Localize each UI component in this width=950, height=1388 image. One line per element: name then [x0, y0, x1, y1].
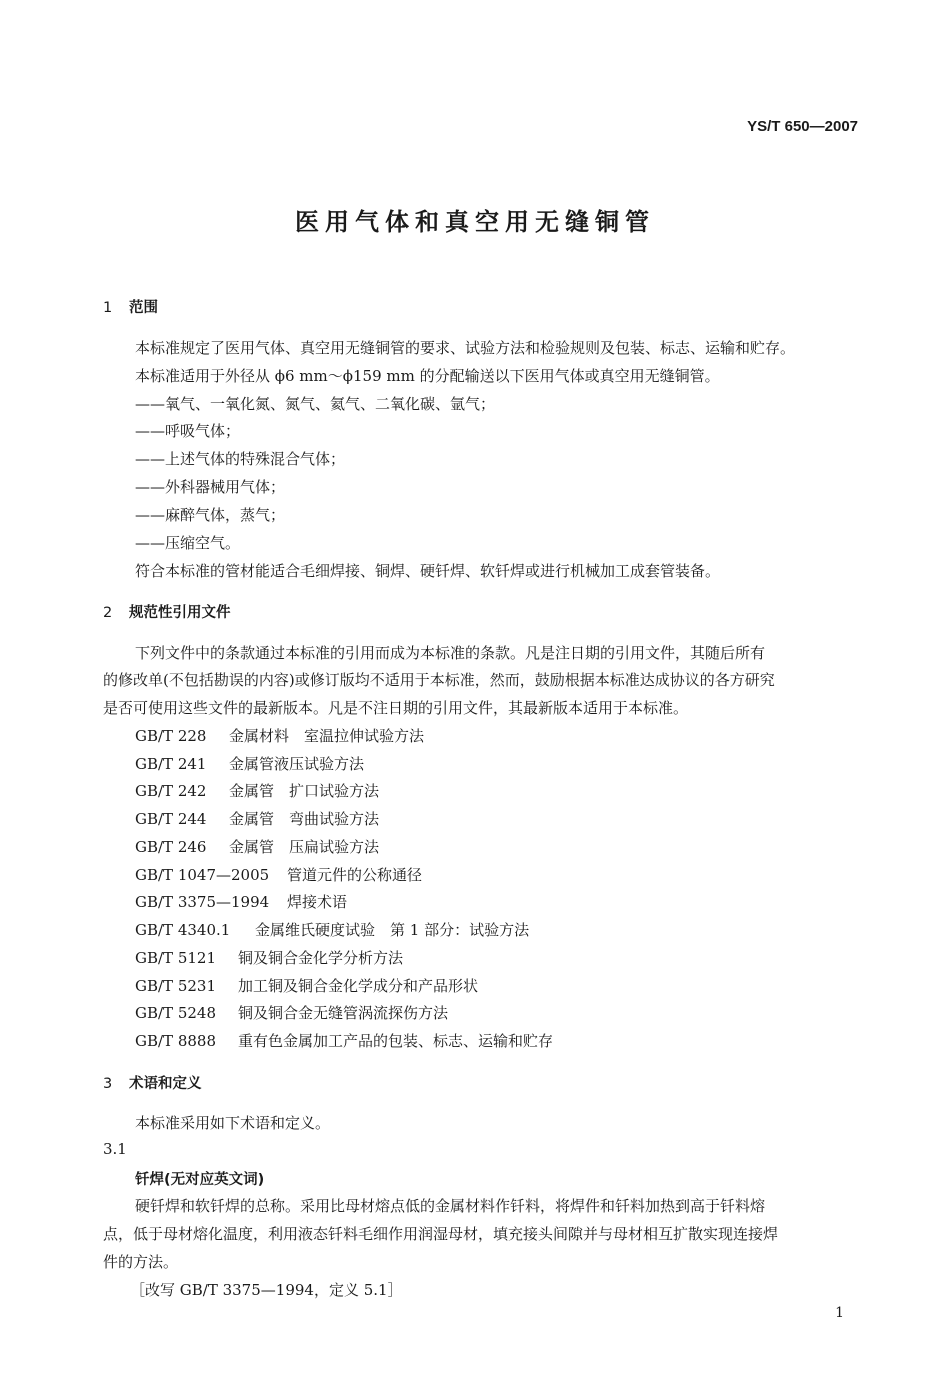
- list-item: ——呼吸气体；: [135, 422, 241, 440]
- section-number: 1: [103, 300, 113, 316]
- definition-line: 硬钎焊和软钎焊的总称。采用比母材熔点低的金属材料作钎料，将焊件和钎料加热到高于钎料熔: [135, 1197, 766, 1215]
- definition-line: 点，低于母材熔化温度，利用液态钎料毛细作用润湿母材，填充接头间隙并与母材相互扩散实现连接焊: [103, 1225, 779, 1243]
- section-number: 3: [103, 1076, 113, 1092]
- reference-title: 加工铜及铜合金化学成分和产品形状: [238, 977, 479, 995]
- definition-note: ［改写 GB/T 3375—1994，定义 5.1］: [130, 1281, 403, 1299]
- paragraph: 本标准采用如下术语和定义。: [135, 1114, 331, 1132]
- section-title: 规范性引用文件: [129, 605, 231, 621]
- reference-code: GB/T 8888: [135, 1032, 217, 1050]
- reference-item: [135, 975, 478, 996]
- reference-item: [135, 1030, 553, 1051]
- section-title: 术语和定义: [129, 1076, 202, 1092]
- reference-item: [135, 947, 403, 968]
- section-3-heading: [103, 1072, 202, 1093]
- section-title: 范围: [129, 300, 158, 316]
- reference-item: [135, 864, 422, 885]
- term-title: 钎焊(无对应英文词): [135, 1172, 265, 1188]
- reference-item: [135, 1002, 448, 1023]
- document-title: 医用气体和真空用无缝铜管: [295, 208, 655, 236]
- reference-code: GB/T 3375—1994: [135, 893, 270, 911]
- reference-item: [135, 753, 364, 774]
- reference-title: 金属管 扩口试验方法: [229, 782, 380, 800]
- paragraph: 符合本标准的管材能适合毛细焊接、铜焊、硬钎焊、软钎焊或进行机械加工成套管装备。: [135, 562, 721, 580]
- standard-code: YS/T 650—2007: [747, 118, 858, 135]
- reference-item: [135, 891, 347, 912]
- list-item: ——压缩空气。: [135, 534, 241, 552]
- section-2-heading: [103, 601, 231, 622]
- reference-item: [135, 725, 424, 746]
- paragraph-line: 下列文件中的条款通过本标准的引用而成为本标准的条款。凡是注日期的引用文件，其随后所有: [135, 644, 766, 662]
- reference-title: 金属管 弯曲试验方法: [229, 810, 380, 828]
- section-number: 2: [103, 605, 113, 621]
- list-item: ——上述气体的特殊混合气体；: [135, 450, 346, 468]
- reference-title: 金属维氏硬度试验 第 1 部分：试验方法: [255, 921, 530, 939]
- reference-code: GB/T 5248: [135, 1004, 217, 1022]
- paragraph: 本标准适用于外径从 ϕ6 mm～ϕ159 mm 的分配输送以下医用气体或真空用无缝铜管。: [135, 367, 720, 385]
- paragraph: 本标准规定了医用气体、真空用无缝铜管的要求、试验方法和检验规则及包装、标志、运输和贮存。: [135, 339, 796, 357]
- reference-item: [135, 919, 529, 940]
- reference-code: GB/T 5121: [135, 949, 217, 967]
- section-1-heading: [103, 296, 158, 317]
- reference-title: 重有色金属加工产品的包装、标志、运输和贮存: [238, 1032, 554, 1050]
- subsection-number: 3.1: [103, 1140, 127, 1158]
- reference-code: GB/T 241: [135, 755, 207, 773]
- reference-title: 金属管液压试验方法: [229, 755, 365, 773]
- reference-title: 金属材料 室温拉伸试验方法: [229, 727, 425, 745]
- list-item: ——氧气、一氧化氮、氮气、氦气、二氧化碳、氩气；: [135, 395, 496, 413]
- paragraph-line: 的修改单(不包括勘误的内容)或修订版均不适用于本标准，然而，鼓励根据本标准达成协议的各方研究: [103, 671, 775, 689]
- reference-title: 管道元件的公称通径: [287, 866, 423, 884]
- reference-code: GB/T 244: [135, 810, 207, 828]
- list-item: ——麻醉气体，蒸气；: [135, 506, 286, 524]
- reference-code: GB/T 228: [135, 727, 207, 745]
- reference-title: 铜及铜合金无缝管涡流探伤方法: [238, 1004, 449, 1022]
- page-number: 1: [835, 1305, 844, 1321]
- definition-line: 件的方法。: [103, 1253, 179, 1271]
- reference-title: 金属管 压扁试验方法: [229, 838, 380, 856]
- reference-code: GB/T 1047—2005: [135, 866, 270, 884]
- reference-item: [135, 836, 379, 857]
- reference-title: 焊接术语: [287, 893, 348, 911]
- reference-code: GB/T 242: [135, 782, 207, 800]
- list-item: ——外科器械用气体；: [135, 478, 286, 496]
- reference-code: GB/T 5231: [135, 977, 217, 995]
- reference-code: GB/T 4340.1: [135, 921, 231, 939]
- paragraph-line: 是否可使用这些文件的最新版本。凡是不注日期的引用文件，其最新版本适用于本标准。: [103, 699, 689, 717]
- reference-title: 铜及铜合金化学分析方法: [238, 949, 404, 967]
- reference-item: [135, 780, 379, 801]
- reference-item: [135, 808, 379, 829]
- reference-code: GB/T 246: [135, 838, 207, 856]
